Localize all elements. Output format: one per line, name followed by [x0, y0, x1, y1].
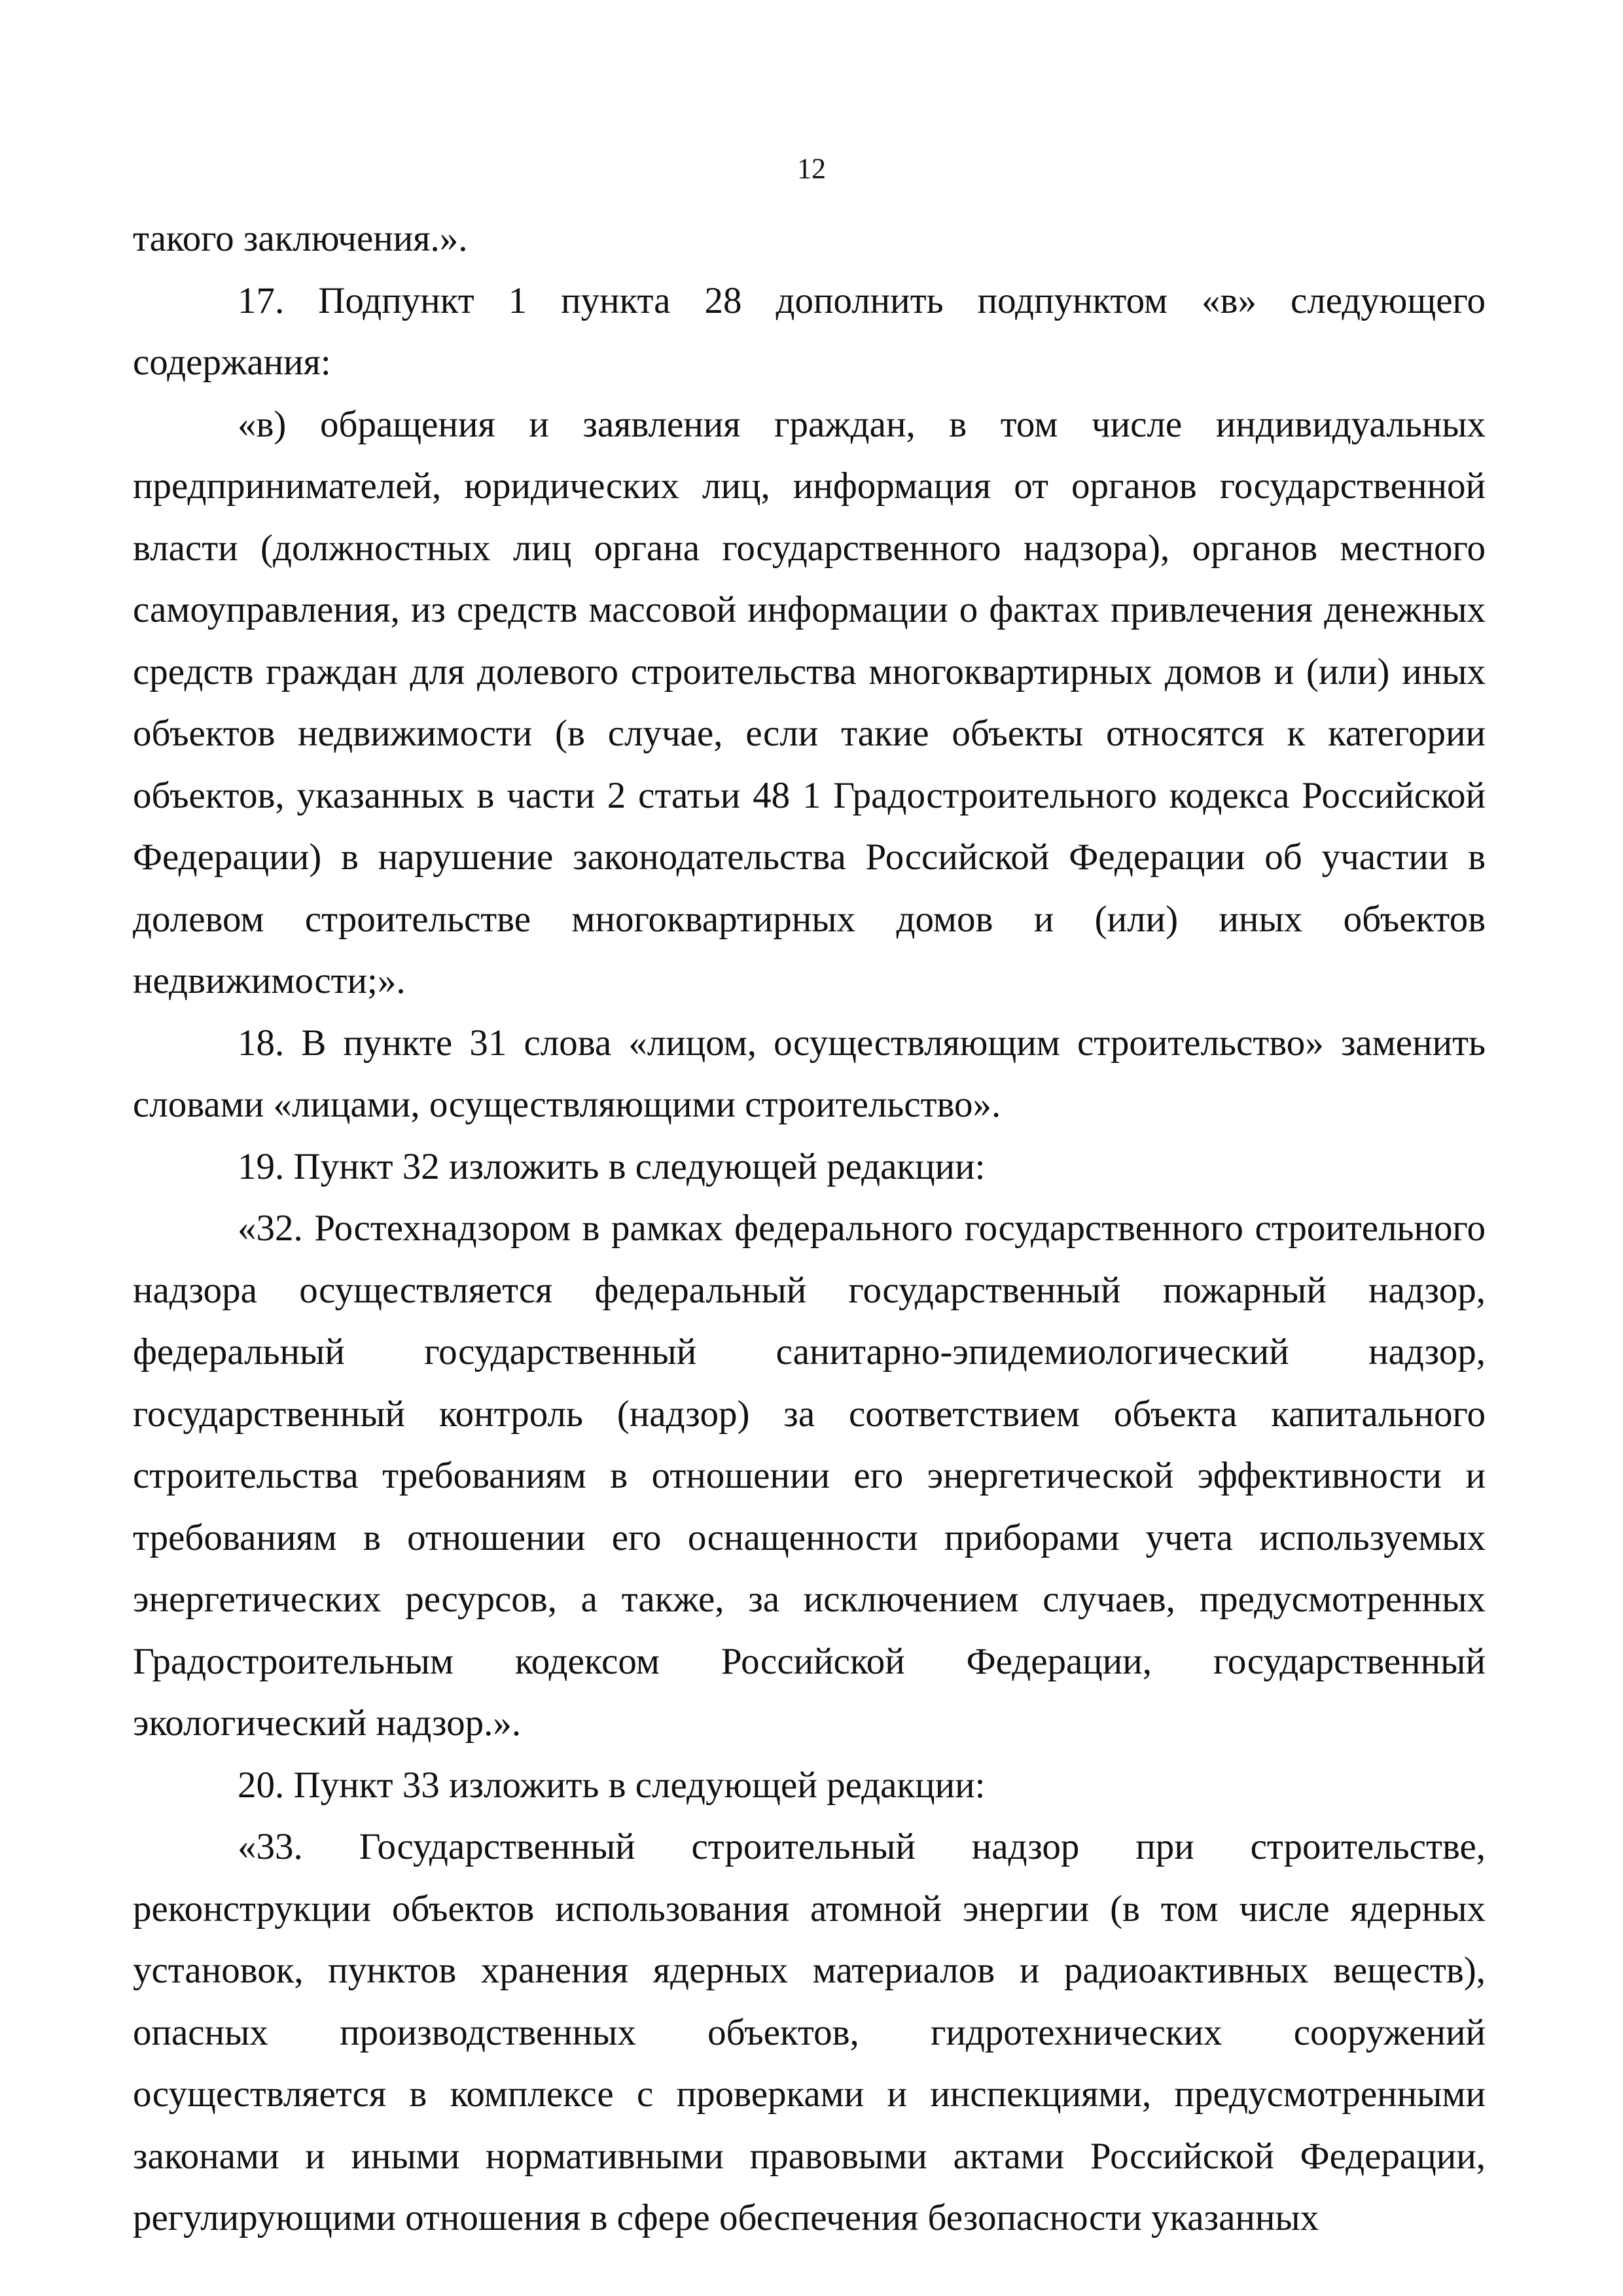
- paragraph-point-32: «32. Ростехнадзором в рамках федерального государственного строительного надзора осуществляется федеральный государственный пожарный надзор, федеральный государственный санитарно-эпидемиологический надзор, государственный контроль (надзор) за соответствием объекта капитального строительства требованиям в отношении его энергетической эффективности и требованиям в отношении его оснащенности приборами учета используемых энергетических ресурсов, а также, за исключением случаев, предусмотренных Градостроительным кодексом Российской Федерации, государственный экологический надзор.».: [133, 1208, 1486, 1744]
- paragraph-continuation: такого заключения.».: [133, 218, 468, 259]
- paragraph-item-17: 17. Подпункт 1 пункта 28 дополнить подпунктом «в» следующего содержания:: [133, 279, 1486, 383]
- page-number: 12: [797, 152, 826, 185]
- paragraph-point-33: «33. Государственный строительный надзор при строительстве, реконструкции объектов использования атомной энергии (в том числе ядерных установок, пунктов хранения ядерных материалов и радиоактивных веществ), опасных производственных объектов, гидротехнических сооружений осуществляется в комплексе с проверками и инспекциями, предусмотренными законами и иными нормативными правовыми актами Российской Федерации, регулирующими отношения в сфере обеспечения безопасности указанных: [133, 1826, 1486, 2238]
- paragraph-item-19: 19. Пункт 32 изложить в следующей редакции:: [238, 1145, 986, 1187]
- paragraph-item-20: 20. Пункт 33 изложить в следующей редакции:: [238, 1764, 986, 1806]
- paragraph-subitem-v: «в) обращения и заявления граждан, в том числе индивидуальных предпринимателей, юридических лиц, информация от органов государственной власти (должностных лиц органа государственного надзора), органов местного самоуправления, из средств массовой информации о фактах привлечения денежных средств граждан для долевого строительства многоквартирных домов и (или) иных объектов недвижимости (в случае, если такие объекты относятся к категории объектов, указанных в части 2 статьи 48 1 Градостроительного кодекса Российской Федерации) в нарушение законодательства Российской Федерации об участии в долевом строительстве многоквартирных домов и (или) иных объектов недвижимости;».: [133, 403, 1486, 1001]
- document-body: [133, 208, 1486, 2250]
- paragraph-item-18: 18. В пункте 31 слова «лицом, осуществляющим строительство» заменить словами «лицами, осуществляющими строительство».: [133, 1022, 1486, 1125]
